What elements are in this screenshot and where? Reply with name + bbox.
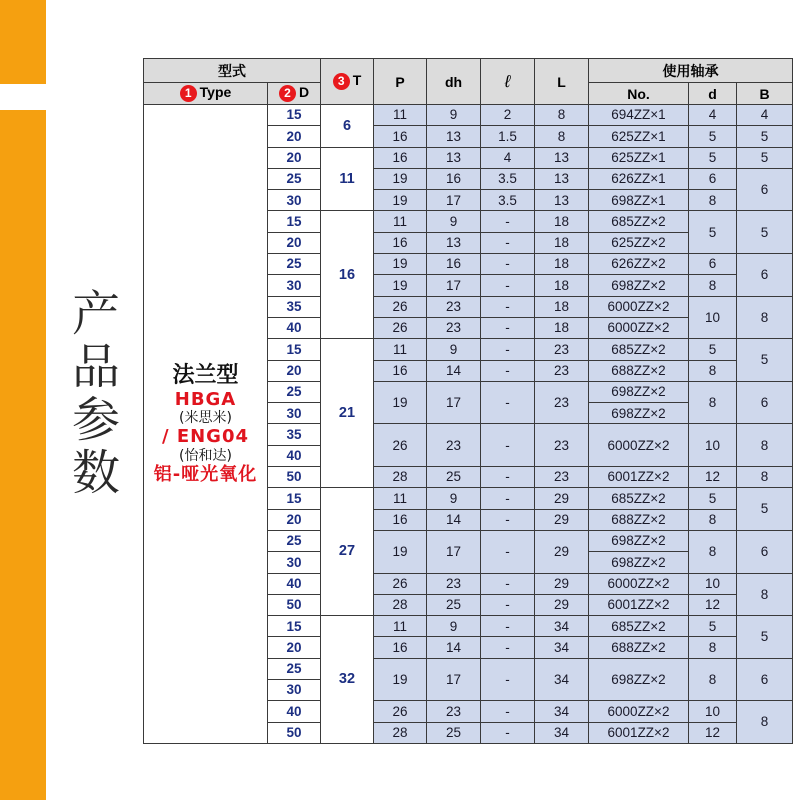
bearing-d-cell: 5 xyxy=(689,126,737,147)
bearing-no-cell: 6000ZZ×2 xyxy=(589,296,689,317)
bearing-no-cell: 698ZZ×2 xyxy=(589,403,689,424)
p-header: P xyxy=(374,59,427,105)
L-cell: 34 xyxy=(535,701,589,722)
t-cell: 32 xyxy=(321,616,374,744)
L-cell: 29 xyxy=(535,530,589,573)
L-cell: 18 xyxy=(535,296,589,317)
bearing-no-cell: 6001ZZ×2 xyxy=(589,722,689,743)
bearing-d-cell: 10 xyxy=(689,424,737,467)
dh-cell: 9 xyxy=(427,339,481,360)
bearing-no-cell: 694ZZ×1 xyxy=(589,105,689,126)
bearing-b-cell: 8 xyxy=(737,467,793,488)
bearing-b-cell: 4 xyxy=(737,105,793,126)
accent-bar-top xyxy=(0,0,46,84)
dh-cell: 25 xyxy=(427,722,481,743)
d-cell: 15 xyxy=(268,339,321,360)
d-cell: 30 xyxy=(268,680,321,701)
L-cell: 34 xyxy=(535,722,589,743)
bearing-d-cell: 12 xyxy=(689,594,737,615)
d-cell: 40 xyxy=(268,701,321,722)
bearing-d-cell: 5 xyxy=(689,147,737,168)
side-title-char: 数 xyxy=(71,445,120,501)
p-cell: 11 xyxy=(374,211,427,232)
bearing-no-cell: 626ZZ×2 xyxy=(589,254,689,275)
d-cell: 30 xyxy=(268,275,321,296)
t-cell: 16 xyxy=(321,211,374,339)
bearing-no-cell: 6000ZZ×2 xyxy=(589,573,689,594)
L-cell: 23 xyxy=(535,360,589,381)
p-cell: 19 xyxy=(374,190,427,211)
bearing-b-cell: 5 xyxy=(737,147,793,168)
type-brand-yhd: (怡和达) xyxy=(179,447,232,464)
d-cell: 50 xyxy=(268,722,321,743)
bearing-d-cell: 8 xyxy=(689,637,737,658)
bearing-d-cell: 8 xyxy=(689,509,737,530)
L-cell: 29 xyxy=(535,594,589,615)
t-cell: 11 xyxy=(321,147,374,211)
dh-cell: 17 xyxy=(427,190,481,211)
d-header-label: D xyxy=(298,84,310,101)
L-cell: 18 xyxy=(535,317,589,338)
l-small-cell: 3.5 xyxy=(481,190,535,211)
l-small-cell: - xyxy=(481,424,535,467)
d-cell: 40 xyxy=(268,573,321,594)
L-cell: 23 xyxy=(535,339,589,360)
p-cell: 26 xyxy=(374,573,427,594)
p-cell: 19 xyxy=(374,254,427,275)
type-name: 法兰型 xyxy=(172,362,239,388)
d-cell: 40 xyxy=(268,317,321,338)
p-cell: 26 xyxy=(374,296,427,317)
p-cell: 28 xyxy=(374,467,427,488)
d-cell: 25 xyxy=(268,254,321,275)
p-cell: 19 xyxy=(374,381,427,424)
d-cell: 20 xyxy=(268,147,321,168)
l-small-cell: - xyxy=(481,339,535,360)
bearing-d-cell: 8 xyxy=(689,530,737,573)
bearing-d-cell: 8 xyxy=(689,275,737,296)
l-small-cell: 4 xyxy=(481,147,535,168)
l-small-cell: - xyxy=(481,317,535,338)
bearing-no-cell: 698ZZ×1 xyxy=(589,190,689,211)
l-small-cell: - xyxy=(481,530,535,573)
dh-cell: 23 xyxy=(427,317,481,338)
d-cell: 25 xyxy=(268,381,321,402)
number-badge: 2 xyxy=(279,85,296,102)
L-cell: 34 xyxy=(535,637,589,658)
bearing-no-cell: 6000ZZ×2 xyxy=(589,317,689,338)
d-cell: 15 xyxy=(268,616,321,637)
L-cell: 34 xyxy=(535,616,589,637)
dh-cell: 14 xyxy=(427,509,481,530)
bearing-no-cell: 698ZZ×2 xyxy=(589,658,689,701)
d-cell: 15 xyxy=(268,488,321,509)
l-small-header: ℓ xyxy=(481,59,535,105)
bearing-d-cell: 8 xyxy=(689,190,737,211)
L-cell: 18 xyxy=(535,254,589,275)
p-cell: 26 xyxy=(374,317,427,338)
side-title-char: 产 xyxy=(71,286,120,342)
p-cell: 19 xyxy=(374,275,427,296)
p-cell: 16 xyxy=(374,637,427,658)
bearing-b-cell: 6 xyxy=(737,658,793,701)
type-brand-misumi: (米思米) xyxy=(179,409,232,426)
d-cell: 20 xyxy=(268,232,321,253)
bearing-no-cell: 698ZZ×2 xyxy=(589,552,689,573)
bearing-b-cell: 5 xyxy=(737,339,793,382)
model-group-header: 型式 xyxy=(144,59,321,83)
d-header xyxy=(268,83,321,105)
l-small-cell: - xyxy=(481,701,535,722)
dh-cell: 25 xyxy=(427,467,481,488)
p-cell: 16 xyxy=(374,232,427,253)
p-cell: 16 xyxy=(374,126,427,147)
l-small-cell: - xyxy=(481,381,535,424)
t-cell: 6 xyxy=(321,105,374,148)
l-small-cell: - xyxy=(481,467,535,488)
l-small-cell: - xyxy=(481,211,535,232)
bearing-no-cell: 626ZZ×1 xyxy=(589,168,689,189)
dh-cell: 17 xyxy=(427,530,481,573)
bearing-b-cell: 6 xyxy=(737,381,793,424)
bearing-b-cell: 8 xyxy=(737,701,793,744)
d-cell: 50 xyxy=(268,594,321,615)
dh-cell: 23 xyxy=(427,424,481,467)
dh-cell: 9 xyxy=(427,211,481,232)
dh-cell: 14 xyxy=(427,637,481,658)
bearing-no-cell: 688ZZ×2 xyxy=(589,360,689,381)
l-small-cell: 2 xyxy=(481,105,535,126)
bearing-d-cell: 8 xyxy=(689,381,737,424)
d-cell: 25 xyxy=(268,168,321,189)
dh-cell: 17 xyxy=(427,381,481,424)
d-cell: 15 xyxy=(268,105,321,126)
bearing-no-cell: 698ZZ×2 xyxy=(589,275,689,296)
bearing-no-cell: 6001ZZ×2 xyxy=(589,467,689,488)
l-small-cell: - xyxy=(481,232,535,253)
d-cell: 30 xyxy=(268,552,321,573)
bearing-b-cell: 8 xyxy=(737,296,793,339)
table-row xyxy=(144,105,793,126)
type-header-label: Type xyxy=(199,84,232,101)
t-header xyxy=(321,59,374,105)
L-cell: 18 xyxy=(535,275,589,296)
l-small-cell: - xyxy=(481,594,535,615)
p-cell: 11 xyxy=(374,339,427,360)
d-cell: 40 xyxy=(268,445,321,466)
bearing-no-cell: 688ZZ×2 xyxy=(589,509,689,530)
dh-cell: 13 xyxy=(427,232,481,253)
bearing-no-cell: 625ZZ×2 xyxy=(589,232,689,253)
p-cell: 16 xyxy=(374,360,427,381)
side-title-char: 品 xyxy=(71,339,120,395)
side-title-char: 参 xyxy=(71,392,120,448)
d-cell: 30 xyxy=(268,403,321,424)
dh-cell: 23 xyxy=(427,573,481,594)
L-cell: 29 xyxy=(535,488,589,509)
d-cell: 20 xyxy=(268,637,321,658)
L-cell: 29 xyxy=(535,573,589,594)
L-cell: 18 xyxy=(535,211,589,232)
L-cell: 23 xyxy=(535,467,589,488)
bearing-d-header: d xyxy=(689,83,737,105)
accent-bar-side xyxy=(0,110,46,800)
dh-cell: 23 xyxy=(427,701,481,722)
dh-cell: 13 xyxy=(427,147,481,168)
dh-cell: 16 xyxy=(427,168,481,189)
bearing-no-cell: 6000ZZ×2 xyxy=(589,701,689,722)
bearing-d-cell: 5 xyxy=(689,211,737,254)
L-cell: 13 xyxy=(535,190,589,211)
bearing-d-cell: 12 xyxy=(689,467,737,488)
bearing-no-cell: 685ZZ×2 xyxy=(589,616,689,637)
number-badge: 1 xyxy=(180,85,197,102)
L-cell: 18 xyxy=(535,232,589,253)
dh-cell: 9 xyxy=(427,105,481,126)
d-cell: 20 xyxy=(268,360,321,381)
type-code-yhd: / ENG04 xyxy=(161,426,250,448)
l-small-cell: - xyxy=(481,254,535,275)
l-small-cell: - xyxy=(481,637,535,658)
bearing-d-cell: 8 xyxy=(689,360,737,381)
L-cell: 34 xyxy=(535,658,589,701)
d-cell: 35 xyxy=(268,424,321,445)
dh-cell: 16 xyxy=(427,254,481,275)
bearing-d-cell: 5 xyxy=(689,616,737,637)
L-cell: 13 xyxy=(535,168,589,189)
bearing-b-cell: 6 xyxy=(737,254,793,297)
bearing-b-cell: 5 xyxy=(737,211,793,254)
bearing-b-cell: 8 xyxy=(737,424,793,467)
bearing-no-cell: 625ZZ×1 xyxy=(589,126,689,147)
L-header: L xyxy=(535,59,589,105)
bearing-no-cell: 625ZZ×1 xyxy=(589,147,689,168)
d-cell: 15 xyxy=(268,211,321,232)
bearing-d-cell: 10 xyxy=(689,573,737,594)
d-cell: 35 xyxy=(268,296,321,317)
p-cell: 28 xyxy=(374,594,427,615)
number-badge: 3 xyxy=(333,73,350,90)
L-cell: 23 xyxy=(535,381,589,424)
t-cell: 27 xyxy=(321,488,374,616)
l-small-cell: - xyxy=(481,722,535,743)
type-header xyxy=(144,83,268,105)
l-small-cell: - xyxy=(481,509,535,530)
bearing-no-cell: 685ZZ×2 xyxy=(589,488,689,509)
p-cell: 16 xyxy=(374,147,427,168)
bearing-d-cell: 10 xyxy=(689,296,737,339)
bearing-b-cell: 5 xyxy=(737,126,793,147)
side-title xyxy=(66,288,126,500)
bearing-d-cell: 4 xyxy=(689,105,737,126)
L-cell: 8 xyxy=(535,105,589,126)
bearing-no-cell: 688ZZ×2 xyxy=(589,637,689,658)
d-cell: 50 xyxy=(268,467,321,488)
bearing-no-cell: 685ZZ×2 xyxy=(589,339,689,360)
bearing-b-cell: 6 xyxy=(737,168,793,211)
L-cell: 29 xyxy=(535,509,589,530)
p-cell: 16 xyxy=(374,509,427,530)
spec-table xyxy=(143,58,793,744)
bearing-b-cell: 8 xyxy=(737,573,793,616)
p-cell: 28 xyxy=(374,722,427,743)
t-header-label: T xyxy=(352,72,362,89)
L-cell: 8 xyxy=(535,126,589,147)
bearing-d-cell: 5 xyxy=(689,488,737,509)
p-cell: 26 xyxy=(374,701,427,722)
bearing-no-cell: 685ZZ×2 xyxy=(589,211,689,232)
p-cell: 11 xyxy=(374,105,427,126)
type-finish: 铝-哑光氧化 xyxy=(153,464,258,486)
bearing-d-cell: 6 xyxy=(689,168,737,189)
bearing-d-cell: 6 xyxy=(689,254,737,275)
dh-cell: 13 xyxy=(427,126,481,147)
t-cell: 21 xyxy=(321,339,374,488)
d-cell: 30 xyxy=(268,190,321,211)
bearing-no-cell: 698ZZ×2 xyxy=(589,381,689,402)
bearing-d-cell: 5 xyxy=(689,339,737,360)
bearing-group-header: 使用轴承 xyxy=(589,59,793,83)
bearing-d-cell: 10 xyxy=(689,701,737,722)
L-cell: 23 xyxy=(535,424,589,467)
dh-header: dh xyxy=(427,59,481,105)
p-cell: 19 xyxy=(374,168,427,189)
p-cell: 11 xyxy=(374,616,427,637)
bearing-b-cell: 5 xyxy=(737,488,793,531)
bearing-no-header: No. xyxy=(589,83,689,105)
dh-cell: 17 xyxy=(427,658,481,701)
bearing-no-cell: 6001ZZ×2 xyxy=(589,594,689,615)
bearing-no-cell: 6000ZZ×2 xyxy=(589,424,689,467)
bearing-b-cell: 5 xyxy=(737,616,793,659)
bearing-d-cell: 8 xyxy=(689,658,737,701)
l-small-cell: 1.5 xyxy=(481,126,535,147)
d-cell: 25 xyxy=(268,530,321,551)
l-small-cell: 3.5 xyxy=(481,168,535,189)
bearing-no-cell: 698ZZ×2 xyxy=(589,530,689,551)
d-cell: 20 xyxy=(268,509,321,530)
bearing-b-header: B xyxy=(737,83,793,105)
p-cell: 19 xyxy=(374,658,427,701)
L-cell: 13 xyxy=(535,147,589,168)
p-cell: 11 xyxy=(374,488,427,509)
p-cell: 19 xyxy=(374,530,427,573)
l-small-cell: - xyxy=(481,658,535,701)
l-small-cell: - xyxy=(481,488,535,509)
dh-cell: 9 xyxy=(427,616,481,637)
bearing-d-cell: 12 xyxy=(689,722,737,743)
p-cell: 26 xyxy=(374,424,427,467)
dh-cell: 9 xyxy=(427,488,481,509)
l-small-cell: - xyxy=(481,360,535,381)
l-small-cell: - xyxy=(481,296,535,317)
dh-cell: 14 xyxy=(427,360,481,381)
l-small-cell: - xyxy=(481,616,535,637)
l-small-cell: - xyxy=(481,573,535,594)
d-cell: 20 xyxy=(268,126,321,147)
l-small-cell: - xyxy=(481,275,535,296)
bearing-b-cell: 6 xyxy=(737,530,793,573)
type-code-misumi: HBGA xyxy=(174,388,237,410)
type-cell xyxy=(144,105,268,744)
d-cell: 25 xyxy=(268,658,321,679)
dh-cell: 23 xyxy=(427,296,481,317)
dh-cell: 25 xyxy=(427,594,481,615)
dh-cell: 17 xyxy=(427,275,481,296)
